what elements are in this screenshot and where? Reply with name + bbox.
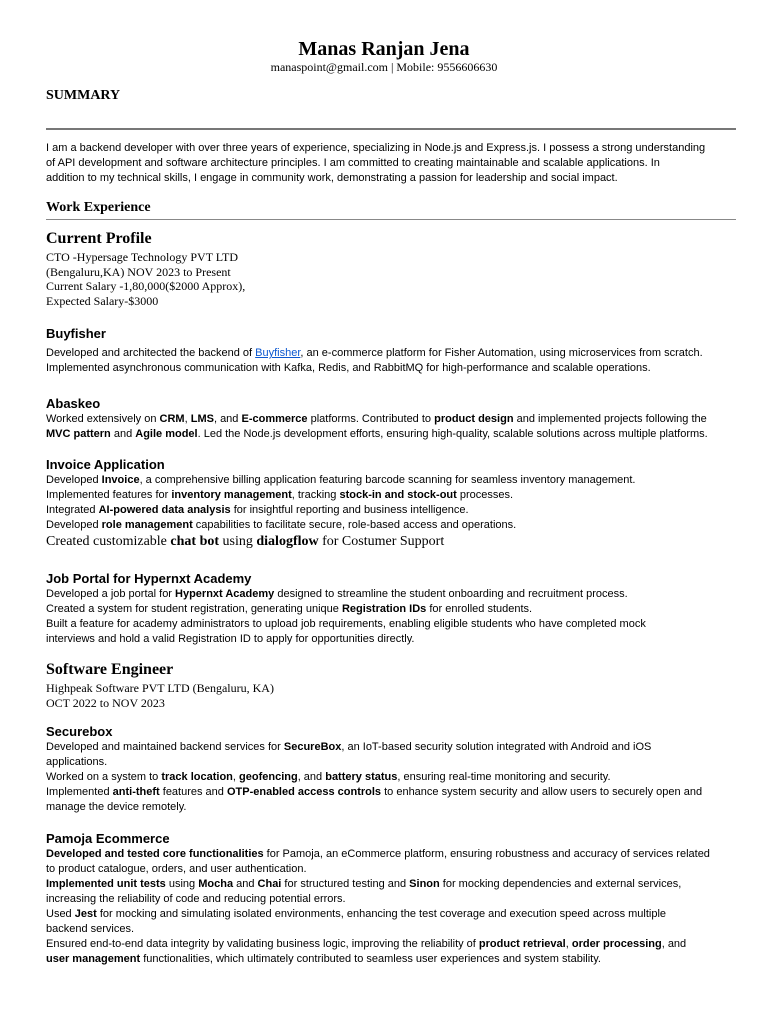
current-profile-heading: Current Profile	[46, 230, 152, 247]
project-title-pamoja: Pamoja Ecommerce	[46, 831, 170, 846]
project-title-securebox: Securebox	[46, 724, 113, 739]
detail-line: Highpeak Software PVT LTD (Bengaluru, KA)	[46, 681, 274, 695]
project-text-securebox: Developed and maintained backend services for SecureBox, an IoT-based security solution integrated with Android and iOS applications. Worked on a system to track location, geofencing, and battery status, ensuring real-time monitoring and security. Implemented anti-theft features and OTP-enabled access controls to enhance system security and allow users to securely open and manage the device remotely.	[46, 741, 703, 813]
project-text-invoice: Developed Invoice, a comprehensive billing application featuring barcode scanning for seamless inventory management. Implemented features for inventory management, tracking stock-in and stock-out processes. Integrated AI-powered data analysis for insightful reporting and business intelligence. Developed role management capabilities to facilitate secure, role-based access and operations. Created customizable chat bot using dialogflow for Costumer Support	[46, 474, 636, 549]
project-text-buyfisher: Developed and architected the backend of Buyfisher, an e-commerce platform for Fisher Automation, using microservices from scratch. Implemented asynchronous communication with Kafka, Redis, and RabbitMQ for high-performance and scalable operations.	[46, 347, 703, 374]
project-text-job-portal: Developed a job portal for Hypernxt Academy designed to streamline the student onboarding and recruitment process. Created a system for student registration, generating unique Registration IDs for enrolled students. Built a feature for academy administrators to upload job requirements, enabling eligible students who have completed mock interviews and hold a valid Registration ID to apply for opportunities directly.	[46, 588, 646, 645]
detail-line: Current Salary -1,80,000($2000 Approx),	[46, 279, 246, 293]
summary-line: of API development and software architecture principles. I am committed to creating maintainable and scalable applications. In	[46, 157, 660, 169]
contact-line: manaspoint@gmail.com | Mobile: 9556606630	[270, 60, 498, 74]
detail-line: OCT 2022 to NOV 2023	[46, 695, 165, 710]
summary-divider	[46, 128, 736, 130]
detail-line: (Bengaluru,KA) NOV 2023 to Present	[46, 264, 231, 279]
project-title-abaskeo: Abaskeo	[46, 396, 101, 411]
project-text-abaskeo: Worked extensively on CRM, LMS, and E-commerce platforms. Contributed to product design and implemented projects following the MVC pattern and Agile model. Led the Node.js development efforts, ensuring high-quality, scalable solutions across multiple platforms.	[46, 413, 708, 440]
work-divider	[46, 219, 736, 220]
software-engineer-details	[46, 681, 274, 710]
project-title-job-portal: Job Portal for Hypernxt Academy	[46, 571, 252, 586]
project-title-invoice: Invoice Application	[46, 457, 165, 472]
buyfisher-link[interactable]: Buyfisher	[255, 347, 301, 359]
detail-line: Expected Salary-$3000	[46, 293, 159, 308]
summary-line: addition to my technical skills, I engage in community work, demonstrating a passion for leadership and social impact.	[46, 172, 618, 184]
current-profile-details	[46, 250, 245, 308]
candidate-name: Manas Ranjan Jena	[298, 38, 470, 60]
project-text-pamoja: Developed and tested core functionalities for Pamoja, an eCommerce platform, ensuring robustness and accuracy of services related to product catalogue, orders, and user authentication. Implemented unit tests using Mocha and Chai for structured testing and Sinon for mocking dependencies and external services, increasing the reliability of code and reducing potential errors. Used Jest for mocking and simulating isolated environments, enhancing the test coverage and execution speed across multiple backend services. Ensured end-to-end data integrity by validating business logic, improving the reliability of product retrieval, order processing, and user management functionalities, which ultimately contributed to seamless user experiences and system stability.	[46, 848, 710, 965]
project-title-buyfisher: Buyfisher	[46, 326, 106, 341]
summary-heading: SUMMARY	[46, 88, 121, 103]
work-experience-heading: Work Experience	[46, 200, 151, 215]
detail-line: CTO -Hypersage Technology PVT LTD	[46, 250, 239, 264]
summary-text	[46, 141, 758, 186]
summary-line: I am a backend developer with over three years of experience, specializing in Node.js and Express.js. I possess a strong understanding	[46, 142, 706, 154]
software-engineer-heading: Software Engineer	[46, 661, 174, 678]
